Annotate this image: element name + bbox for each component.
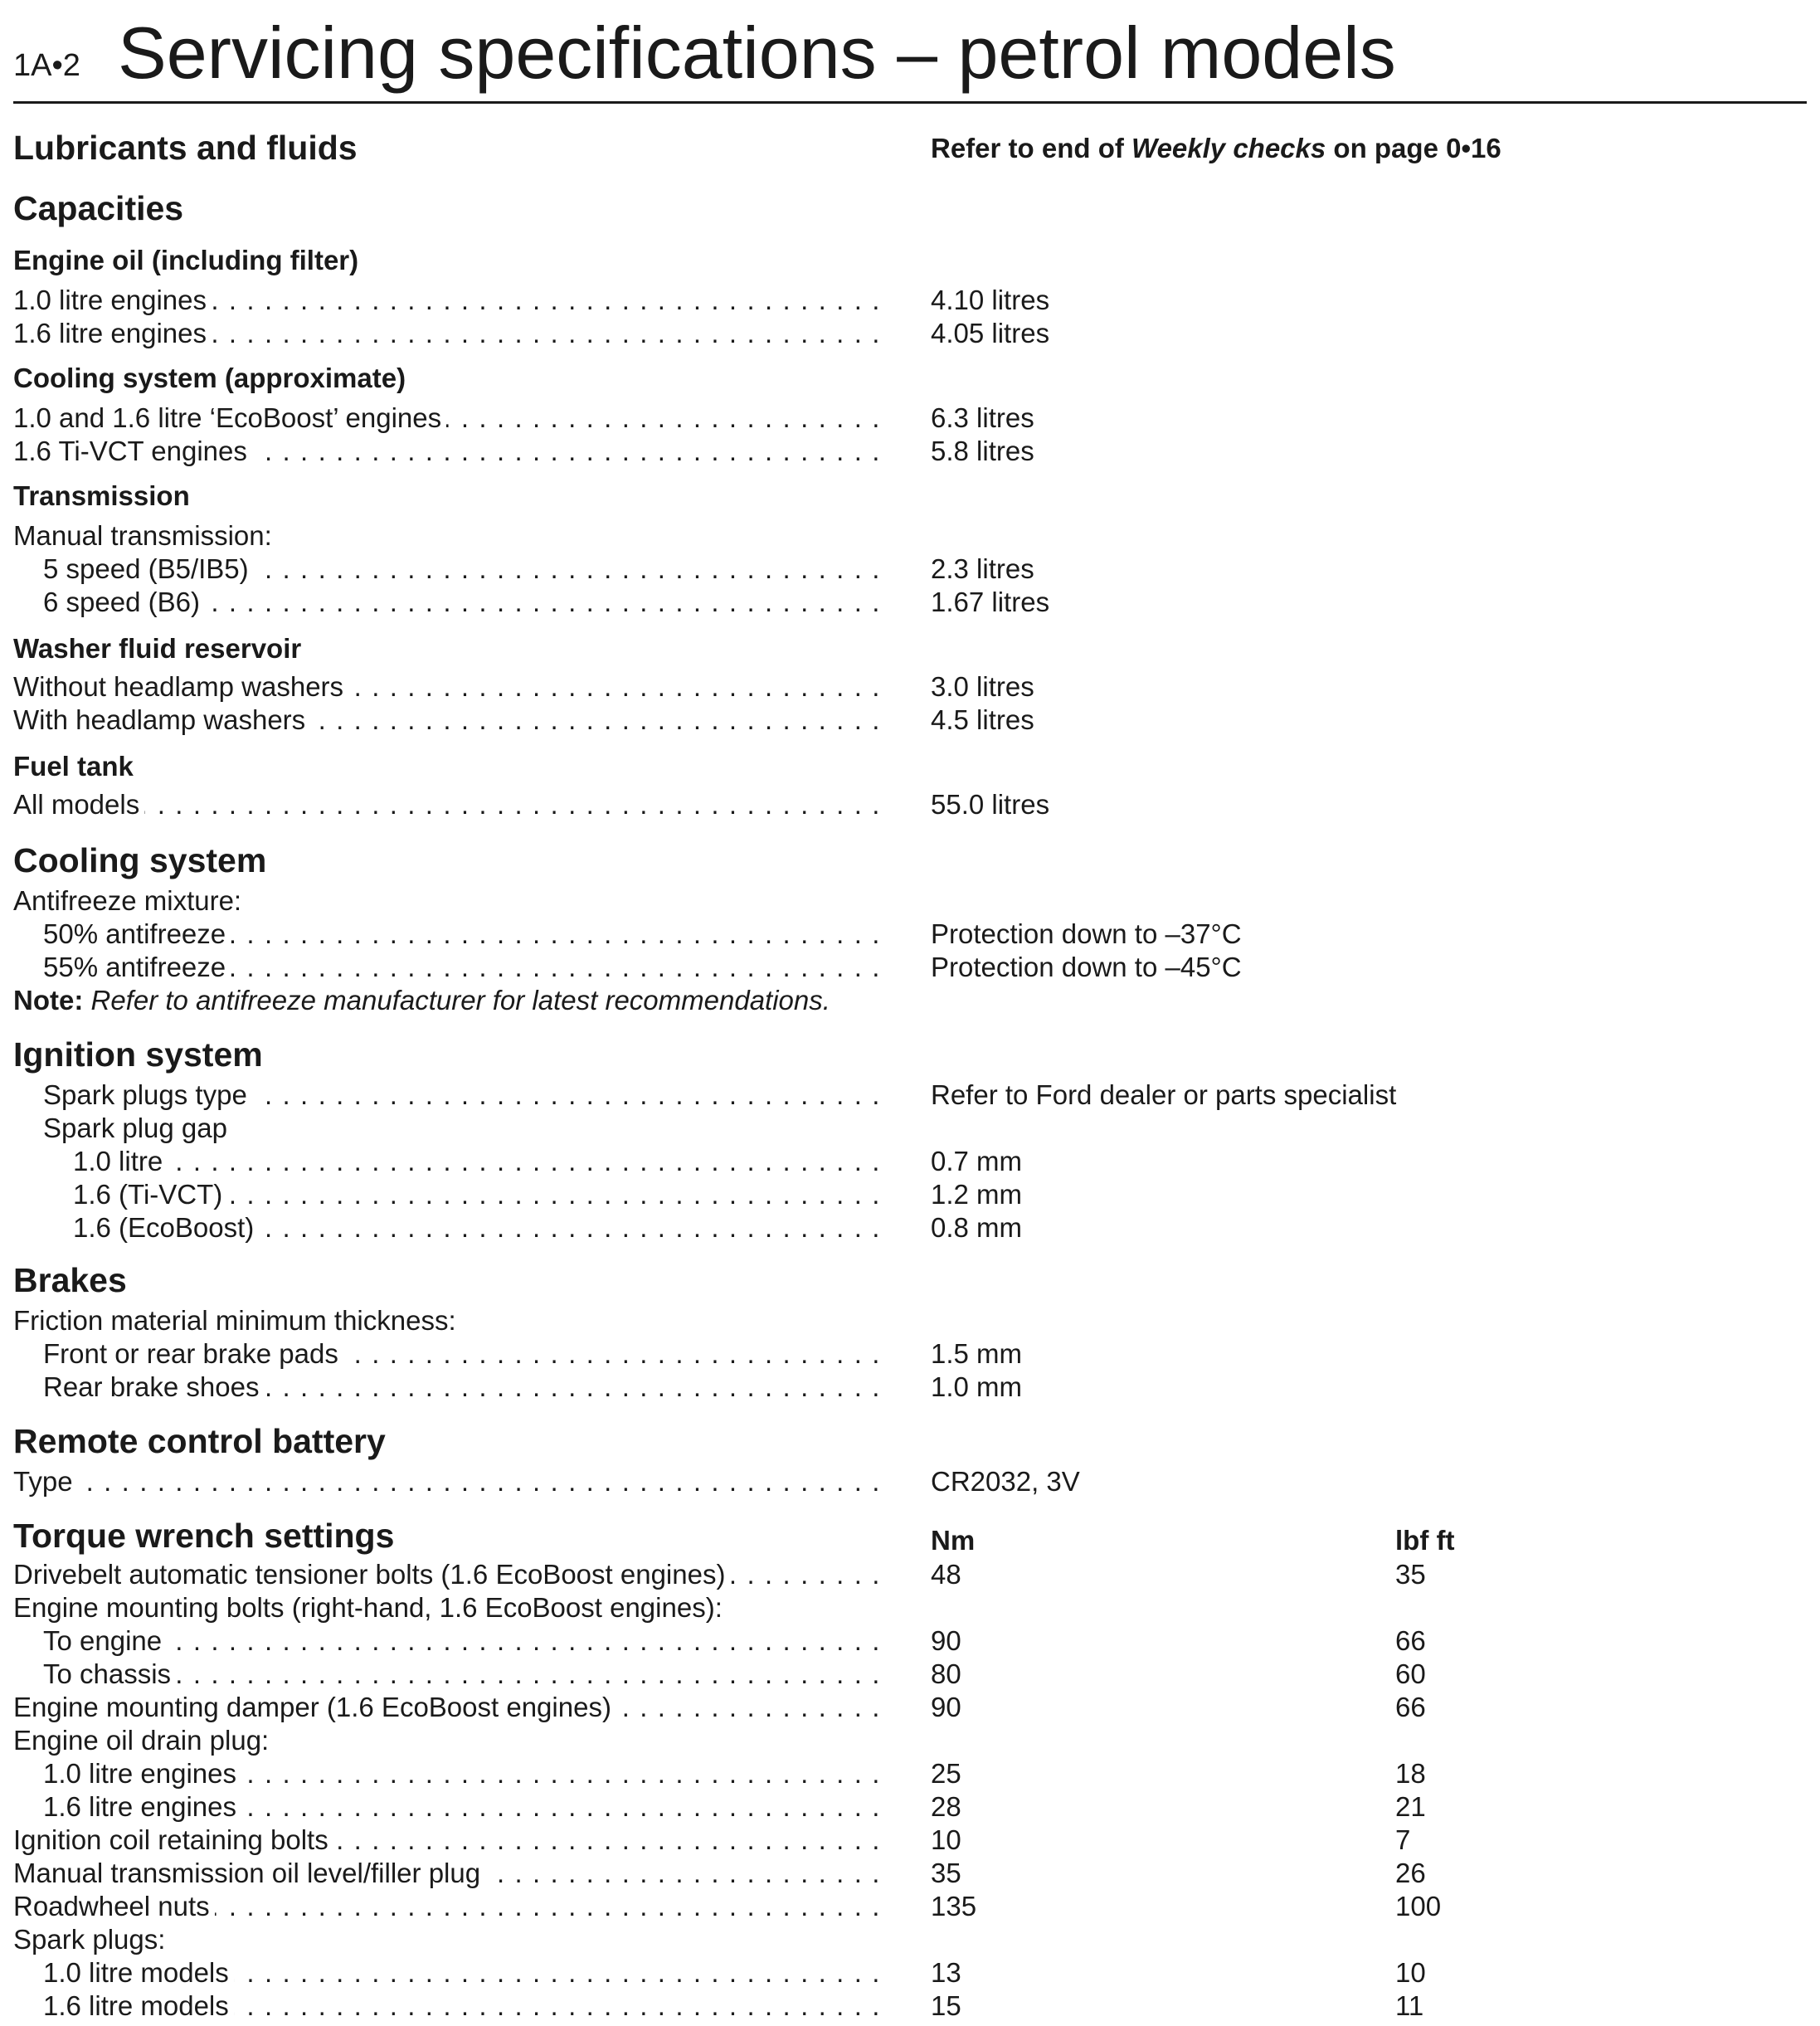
- engine-oil-heading: Engine oil (including filter): [13, 245, 359, 275]
- nm-column-header: Nm: [931, 1525, 976, 1556]
- spec-value: Protection down to –37°C: [931, 918, 1242, 949]
- spec-value: 4.5 litres: [931, 704, 1034, 735]
- spec-value: 1.2 mm: [931, 1179, 1023, 1210]
- torque-heading-row: [13, 1515, 1807, 1556]
- torque-label: Manual transmission oil level/filler plug . . .: [13, 1857, 881, 1890]
- spec-value: CR2032, 3V: [931, 1466, 1080, 1497]
- spec-label: All models . . .: [13, 788, 881, 821]
- spec-label: 1.6 litre engines . . .: [13, 317, 881, 350]
- spec-value: 4.05 litres: [931, 318, 1050, 348]
- spec-label: Without headlamp washers . . .: [13, 670, 881, 704]
- spec-label: 1.6 (EcoBoost) . . .: [73, 1211, 881, 1244]
- torque-lbf: 100: [1395, 1891, 1442, 1921]
- torque-lbf: 11: [1395, 1990, 1424, 2021]
- torque-label: 1.0 litre models . . .: [43, 1956, 881, 1989]
- spec-value: Protection down to –45°C: [931, 952, 1242, 982]
- torque-nm: 48: [931, 1559, 961, 1590]
- ref-pre-text: Refer to end of: [931, 133, 1132, 163]
- torque-label: To chassis . . .: [43, 1658, 881, 1691]
- torque-heading: Torque wrench settings: [13, 1517, 395, 1555]
- torque-group-label: Engine oil drain plug:: [13, 1725, 270, 1756]
- torque-lbf: 66: [1395, 1625, 1426, 1656]
- torque-label: Drivebelt automatic tensioner bolts (1.6 EcoBoost engines) . . .: [13, 1558, 881, 1591]
- torque-label: 1.0 litre engines . . .: [43, 1757, 881, 1790]
- spec-label: With headlamp washers . . .: [13, 704, 881, 737]
- spec-value: 1.0 mm: [931, 1371, 1023, 1402]
- torque-nm: 80: [931, 1658, 961, 1689]
- torque-lbf: 18: [1395, 1758, 1426, 1789]
- brakes-heading: Brakes: [13, 1261, 127, 1299]
- spec-value: 6.3 litres: [931, 402, 1034, 433]
- page-number: 1A•2: [13, 48, 80, 83]
- torque-nm: 25: [931, 1758, 961, 1789]
- fuel-tank-heading: Fuel tank: [13, 751, 134, 782]
- torque-lbf: 60: [1395, 1658, 1426, 1689]
- washer-heading: Washer fluid reservoir: [13, 633, 302, 664]
- spec-label: 1.0 and 1.6 litre ‘EcoBoost’ engines . . .: [13, 402, 881, 435]
- note-label: Note:: [13, 985, 84, 1015]
- spec-value: 1.5 mm: [931, 1338, 1023, 1369]
- spec-value: Refer to Ford dealer or parts specialist: [931, 1079, 1397, 1110]
- torque-label: 1.6 litre engines . . .: [43, 1790, 881, 1824]
- ref-post-text: on page 0•16: [1326, 133, 1501, 163]
- spec-value: 1.67 litres: [931, 587, 1050, 617]
- spec-label: 55% antifreeze . . .: [43, 951, 881, 984]
- page-header: [13, 12, 1807, 101]
- torque-label: Roadwheel nuts . . .: [13, 1890, 881, 1923]
- lbf-column-header: lbf ft: [1395, 1525, 1455, 1556]
- torque-nm: 90: [931, 1625, 961, 1656]
- spark-gap-label: Spark plug gap: [43, 1113, 227, 1143]
- page-title: Servicing specifications – petrol models: [118, 12, 1396, 94]
- ignition-heading: Ignition system: [13, 1035, 263, 1074]
- cooling-capacity-heading: Cooling system (approximate): [13, 363, 406, 393]
- torque-lbf: 21: [1395, 1791, 1426, 1822]
- cooling-system-heading: Cooling system: [13, 841, 267, 879]
- torque-lbf: 66: [1395, 1692, 1426, 1722]
- brakes-sublabel: Friction material minimum thickness:: [13, 1305, 456, 1336]
- torque-label: To engine . . .: [43, 1624, 881, 1658]
- spec-label: 1.0 litre engines . . .: [13, 284, 881, 317]
- lubricants-reference: [931, 132, 1501, 165]
- antifreeze-note: [13, 984, 1807, 1017]
- spec-label: 1.6 Ti-VCT engines . . .: [13, 435, 881, 468]
- torque-nm: 35: [931, 1858, 961, 1888]
- spec-value: 55.0 litres: [931, 789, 1050, 820]
- spec-value: 0.8 mm: [931, 1212, 1023, 1243]
- header-rule: [13, 101, 1807, 104]
- spec-label: 1.6 (Ti-VCT) . . .: [73, 1178, 881, 1211]
- spec-value: 4.10 litres: [931, 285, 1050, 315]
- torque-lbf: 26: [1395, 1858, 1426, 1888]
- torque-lbf: 35: [1395, 1559, 1426, 1590]
- ref-emphasis: Weekly checks: [1131, 133, 1326, 163]
- spec-label: 1.0 litre . . .: [73, 1145, 881, 1178]
- torque-group-label: Engine mounting bolts (right-hand, 1.6 EcoBoost engines):: [13, 1592, 723, 1623]
- spec-value: 3.0 litres: [931, 671, 1034, 702]
- spec-value: 5.8 litres: [931, 436, 1034, 466]
- spec-value: 2.3 litres: [931, 553, 1034, 584]
- lubricants-row: [13, 127, 1807, 168]
- spec-label: 5 speed (B5/IB5) . . .: [43, 553, 881, 586]
- spec-label: Front or rear brake pads . . .: [43, 1337, 881, 1371]
- spec-label: 6 speed (B6) . . .: [43, 586, 881, 619]
- remote-battery-heading: Remote control battery: [13, 1422, 386, 1460]
- torque-nm: 135: [931, 1891, 977, 1921]
- torque-group-label: Spark plugs:: [13, 1924, 166, 1955]
- torque-label: Ignition coil retaining bolts . . .: [13, 1824, 881, 1857]
- spec-label: 50% antifreeze . . .: [43, 918, 881, 951]
- spec-value: 0.7 mm: [931, 1146, 1023, 1176]
- torque-nm: 90: [931, 1692, 961, 1722]
- note-text: Refer to antifreeze manufacturer for latest recommendations.: [83, 985, 830, 1015]
- lubricants-heading: Lubricants and fluids: [13, 129, 358, 167]
- torque-label: 1.6 litre models . . .: [43, 1989, 881, 2023]
- transmission-heading: Transmission: [13, 480, 190, 511]
- capacities-heading: Capacities: [13, 189, 184, 227]
- torque-nm: 13: [931, 1957, 961, 1988]
- torque-label: Engine mounting damper (1.6 EcoBoost engines) . . .: [13, 1691, 881, 1724]
- torque-nm: 10: [931, 1824, 961, 1855]
- torque-nm: 28: [931, 1791, 961, 1822]
- spec-label: Spark plugs type . . .: [43, 1079, 881, 1112]
- spec-label: Rear brake shoes . . .: [43, 1371, 881, 1404]
- transmission-sublabel: Manual transmission:: [13, 520, 272, 551]
- torque-lbf: 10: [1395, 1957, 1426, 1988]
- spec-label: Type . . .: [13, 1465, 881, 1498]
- antifreeze-sublabel: Antifreeze mixture:: [13, 885, 242, 916]
- torque-lbf: 7: [1395, 1824, 1411, 1855]
- torque-nm: 15: [931, 1990, 961, 2021]
